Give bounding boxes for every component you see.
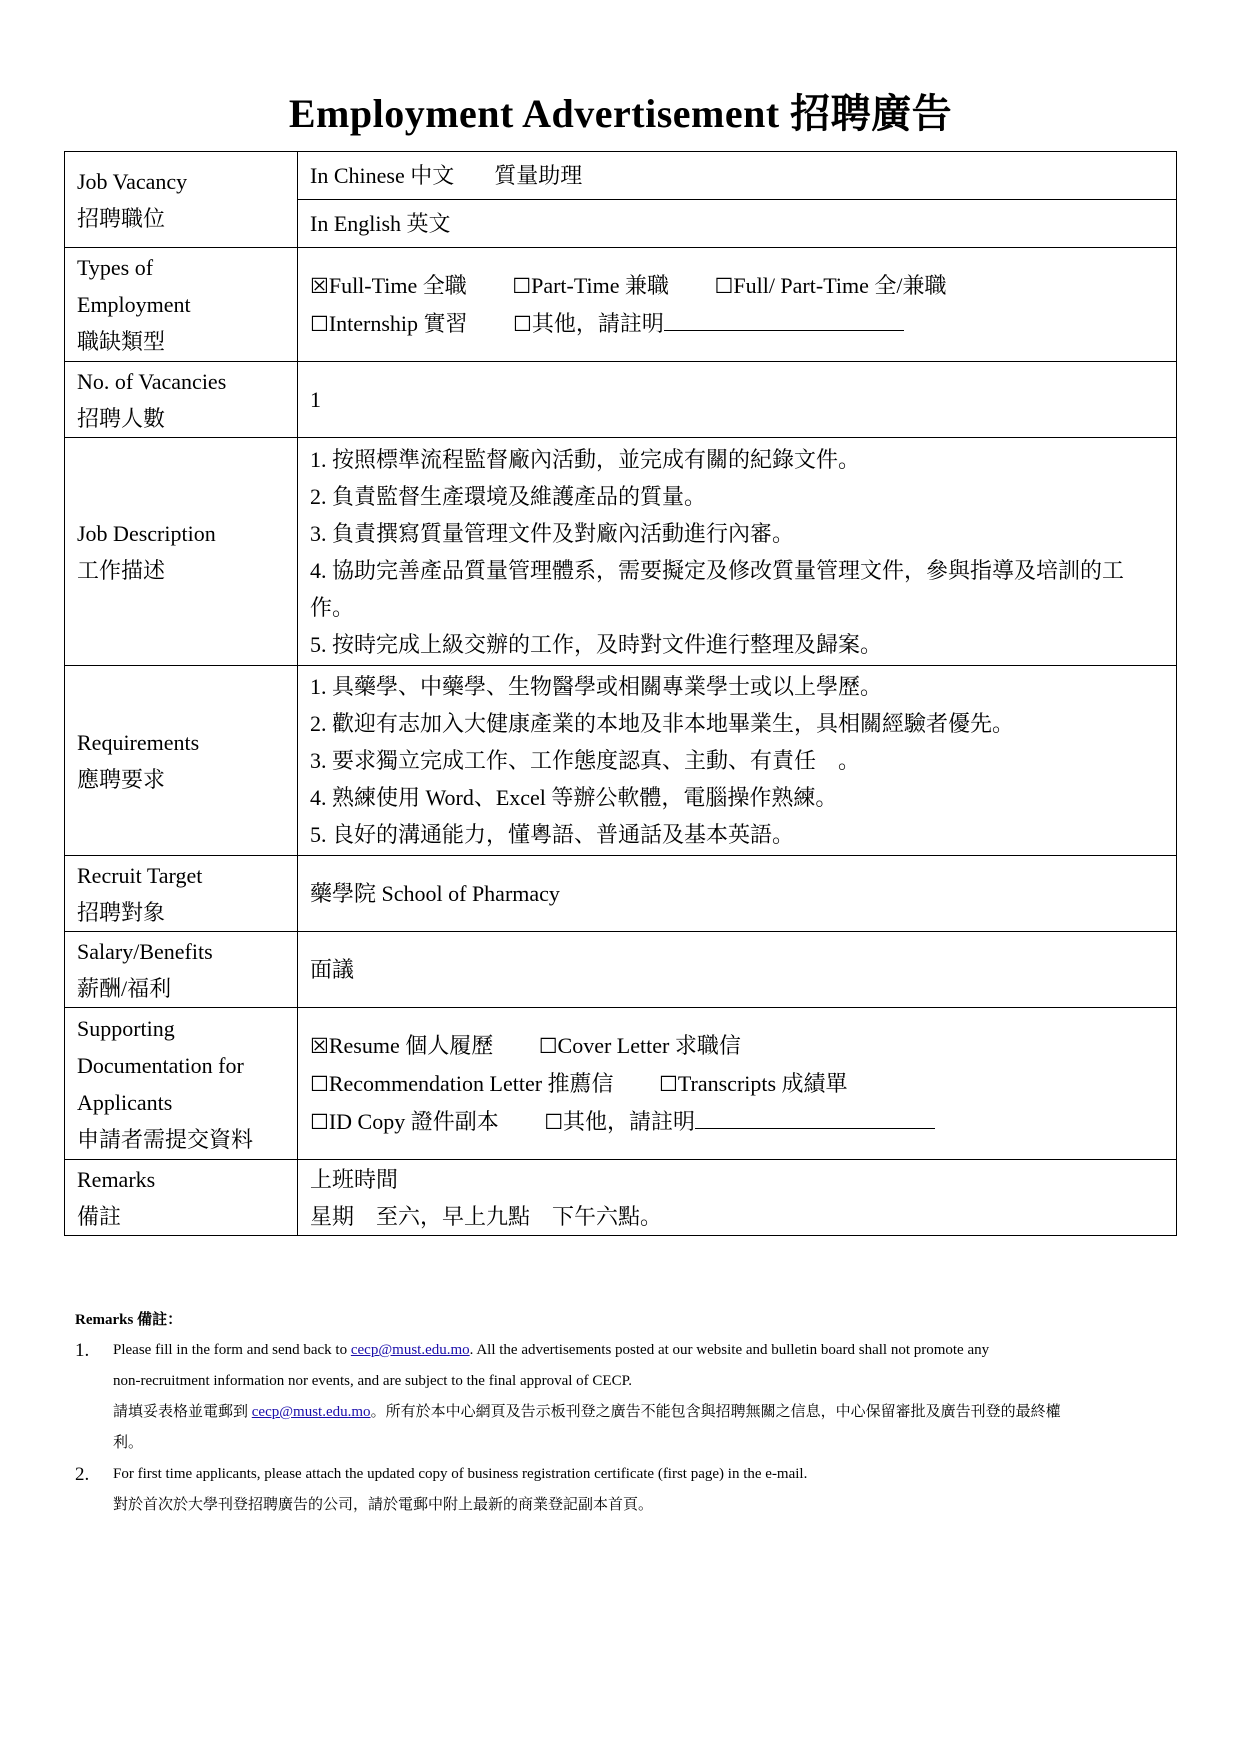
vacancies-row	[65, 362, 1177, 438]
checkbox-id-copy[interactable]: ☐ID Copy 證件副本	[310, 1108, 499, 1134]
unchecked-icon: ☐	[659, 1071, 678, 1096]
unchecked-icon: ☐	[513, 311, 532, 336]
list-item: 1. 具藥學、中藥學、生物醫學或相關專業學士或以上學歷。	[310, 674, 883, 699]
list-item: 1. 按照標準流程監督廠內活動，並完成有關的紀錄文件。	[310, 446, 861, 472]
checked-icon: ☒	[310, 273, 329, 298]
advertisement-form	[64, 151, 1177, 1236]
page-title: Employment Advertisement 招聘廣告	[288, 91, 953, 136]
remarks-row	[65, 1160, 1177, 1236]
job-description-row	[65, 438, 1177, 666]
list-item: 3. 負責撰寫質量管理文件及對廠內活動進行內審。	[310, 520, 795, 546]
list-item: 4. 協助完善產品質量管理體系，需要擬定及修改質量管理文件，參與指導及培訓的工作。	[310, 557, 1125, 620]
list-item: 5. 按時完成上級交辦的工作，及時對文件進行整理及歸案。	[310, 631, 883, 657]
vacancies-value[interactable]: 1	[298, 362, 1177, 438]
recruit-target-row	[65, 856, 1177, 932]
unchecked-icon: ☐	[512, 273, 532, 298]
chinese-title-cell[interactable]	[298, 152, 1177, 200]
job-vacancy-label	[65, 152, 298, 248]
list-item: 2. 歡迎有志加入大健康產業的本地及非本地畢業生，具相關經驗者優先。	[310, 711, 1015, 736]
label-zh: 招聘職位	[77, 205, 166, 231]
email-link[interactable]: cecp@must.edu.mo	[251, 1404, 371, 1420]
checkbox-transcripts[interactable]: ☐Transcripts 成績單	[659, 1070, 848, 1096]
checkbox-recommendation-letter[interactable]: ☐Recommendation Letter 推薦信	[310, 1070, 614, 1096]
recruit-target-value[interactable]: 藥學院 School of Pharmacy	[298, 856, 1177, 932]
requirements-label: Requirements 應聘要求	[65, 666, 298, 856]
job-description-list[interactable]	[298, 438, 1177, 666]
other-docs-blank[interactable]	[695, 1127, 935, 1129]
unchecked-icon: ☐	[544, 1109, 564, 1134]
english-title-cell[interactable]	[298, 200, 1177, 248]
checkbox-resume[interactable]: ☒Resume 個人履歷	[310, 1032, 494, 1058]
chinese-title-value[interactable]: 質量助理	[494, 163, 583, 188]
unchecked-icon: ☐	[310, 1071, 329, 1096]
documents-label: Supporting Documentation for Applicants 申請者需提交資料	[65, 1008, 298, 1160]
checkbox-cover-letter[interactable]: ☐Cover Letter 求職信	[538, 1032, 741, 1058]
email-link[interactable]: cecp@must.edu.mo	[350, 1342, 470, 1358]
unchecked-icon: ☐	[538, 1033, 558, 1058]
list-item: 5. 良好的溝通能力，懂粵語、普通話及基本英語。	[310, 822, 795, 847]
documents-row	[65, 1008, 1177, 1160]
checkbox-other-docs[interactable]: ☐其他，請註明	[544, 1108, 696, 1134]
salary-label: Salary/Benefits 薪酬/福利	[65, 932, 298, 1008]
label-zh: 職缺類型	[77, 329, 166, 354]
other-type-blank[interactable]	[664, 329, 904, 331]
salary-row	[65, 932, 1177, 1008]
list-item: 4. 熟練使用 Word、Excel 等辦公軟體，電腦操作熟練。	[310, 785, 838, 810]
label-en: Job Vacancy	[77, 168, 188, 194]
employment-type-options	[298, 248, 1177, 362]
recruit-target-label: Recruit Target 招聘對象	[65, 856, 298, 932]
unchecked-icon: ☐	[714, 273, 734, 298]
requirements-list[interactable]	[298, 666, 1177, 856]
label-en-1: Types of	[77, 255, 154, 280]
job-description-label: Job Description 工作描述	[65, 438, 298, 666]
checkbox-full-part-time[interactable]: ☐Full/ Part-Time 全/兼職	[714, 272, 947, 298]
unchecked-icon: ☐	[310, 311, 329, 336]
checkbox-internship[interactable]: ☐Internship 實習	[310, 310, 468, 336]
remarks-value[interactable]: 上班時間 星期 至六，早上九點 下午六點。	[298, 1160, 1177, 1236]
employment-type-label	[65, 248, 298, 362]
chinese-label: In Chinese 中文	[310, 163, 455, 188]
checkbox-part-time[interactable]: ☐Part-Time 兼職	[512, 272, 670, 298]
remarks-heading: Remarks 備註：	[75, 1312, 183, 1328]
job-vacancy-row	[65, 152, 1177, 200]
remark-item-1: 1. Please fill in the form and send back to cecp@must.edu.mo. All the advertisements posted at our website and bulletin board shall not promote any non-recruitment information nor events, and are subject to the final approval of CECP. 請填妥表格並電郵到 cecp@must.edu.mo。所有於本中心網頁及告示板刊登之廣告不能包含與招聘無關之信息，中心保留審批及廣告刊登的最終權 利。	[75, 1340, 1061, 1451]
remark-item-2: 2. For first time applicants, please attach the updated copy of business registration certificate (first page) in the e-mail. 對於首次於大學刊登招聘廣告的公司，請於電郵中附上最新的商業登記副本首頁。	[75, 1464, 808, 1513]
checkbox-other-type[interactable]: ☐其他，請註明	[513, 310, 664, 336]
english-label: In English 英文	[310, 211, 451, 236]
vacancies-label: No. of Vacancies 招聘人數	[65, 362, 298, 438]
list-item: 2. 負責監督生產環境及維護產品的質量。	[310, 483, 707, 509]
checkbox-full-time[interactable]: ☒Full-Time 全職	[310, 272, 467, 298]
list-item: 3. 要求獨立完成工作、工作態度認真、主動、有責任 。	[310, 748, 861, 773]
documents-options	[298, 1008, 1177, 1160]
label-en-2: Employment	[77, 292, 191, 317]
unchecked-icon: ☐	[310, 1109, 329, 1134]
remarks-label: Remarks 備註	[65, 1160, 298, 1236]
checked-icon: ☒	[310, 1033, 329, 1058]
requirements-row	[65, 666, 1177, 856]
salary-value[interactable]: 面議	[298, 932, 1177, 1008]
footer-remarks	[75, 1305, 1185, 1521]
employment-type-row	[65, 248, 1177, 362]
